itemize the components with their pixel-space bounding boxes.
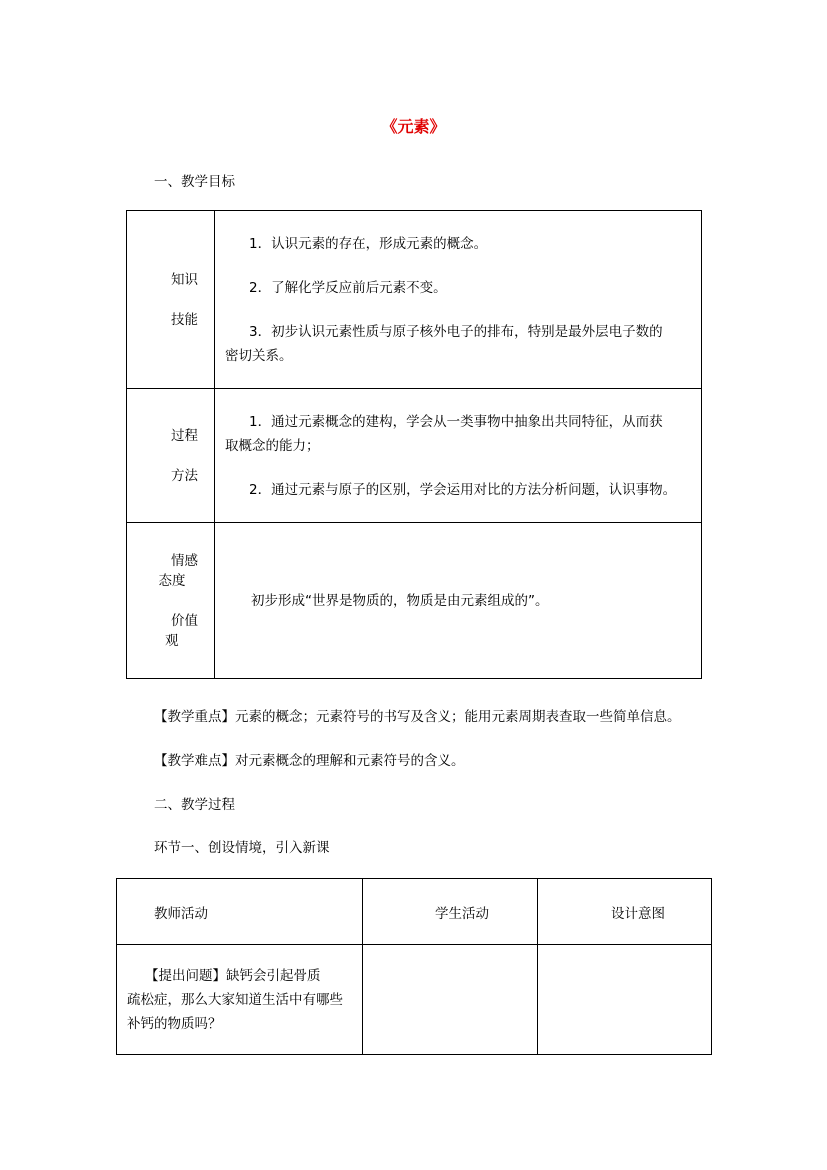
student-activity-cell (363, 945, 538, 1055)
process-item-1: 1．通过元素概念的建构，学会从一类事物中抽象出共同特征，从而获 (249, 413, 663, 430)
process-content-cell (215, 389, 702, 523)
table-row (127, 211, 702, 389)
process-label-1: 过程 (171, 427, 198, 444)
process-item-1-cont: 取概念的能力； (225, 437, 320, 454)
emotion-label-4: 观 (165, 632, 179, 649)
emotion-label-cell (127, 523, 215, 679)
document-title: 《元素》 (381, 117, 446, 136)
knowledge-item-3: 3．初步认识元素性质与原子核外电子的排布，特别是最外层电子数的 (249, 323, 663, 340)
teacher-line-2: 疏松症，那么大家知道生活中有哪些 (127, 991, 343, 1008)
process-label-cell (127, 389, 215, 523)
key-point: 【教学重点】元素的概念；元素符号的书写及含义；能用元素周期表查取一些简单信息。 (154, 709, 681, 725)
table-row (127, 523, 702, 679)
difficult-point: 【教学难点】对元素概念的理解和元素符号的含义。 (154, 753, 465, 769)
emotion-label-1: 情感 (171, 552, 198, 569)
knowledge-content-cell (215, 211, 702, 389)
stage-heading: 环节一、创设情境，引入新课 (154, 840, 330, 856)
table-row (117, 945, 712, 1055)
table-row (127, 389, 702, 523)
teacher-line-3: 补钙的物质吗？ (127, 1015, 222, 1032)
teacher-line-1: 【提出问题】缺钙会引起骨质 (145, 967, 321, 984)
section-heading-objectives: 一、教学目标 (154, 174, 235, 190)
header-teacher: 教师活动 (117, 879, 363, 945)
process-item-2: 2．通过元素与原子的区别，学会运用对比的方法分析问题，认识事物。 (249, 481, 677, 498)
emotion-label-2: 态度 (158, 572, 186, 589)
emotion-label-3: 价值 (171, 612, 198, 629)
process-table (116, 878, 712, 1055)
knowledge-label-cell (127, 211, 215, 389)
design-intent-cell (538, 945, 712, 1055)
header-intent: 设计意图 (538, 879, 712, 945)
knowledge-item-2: 2．了解化学反应前后元素不变。 (249, 279, 447, 296)
teacher-activity-cell (117, 945, 363, 1055)
table-header-row (117, 879, 712, 945)
knowledge-item-3-cont: 密切关系。 (225, 347, 293, 364)
knowledge-item-1: 1．认识元素的存在，形成元素的概念。 (249, 235, 488, 252)
knowledge-label-2: 技能 (171, 311, 198, 328)
section-heading-process: 二、教学过程 (154, 797, 235, 813)
emotion-content: 初步形成“世界是物质的，物质是由元素组成的”。 (251, 592, 549, 609)
process-label-2: 方法 (171, 467, 198, 484)
knowledge-label-1: 知识 (171, 271, 198, 288)
emotion-content-cell (215, 523, 702, 679)
objectives-table (126, 210, 702, 679)
header-student: 学生活动 (363, 879, 538, 945)
